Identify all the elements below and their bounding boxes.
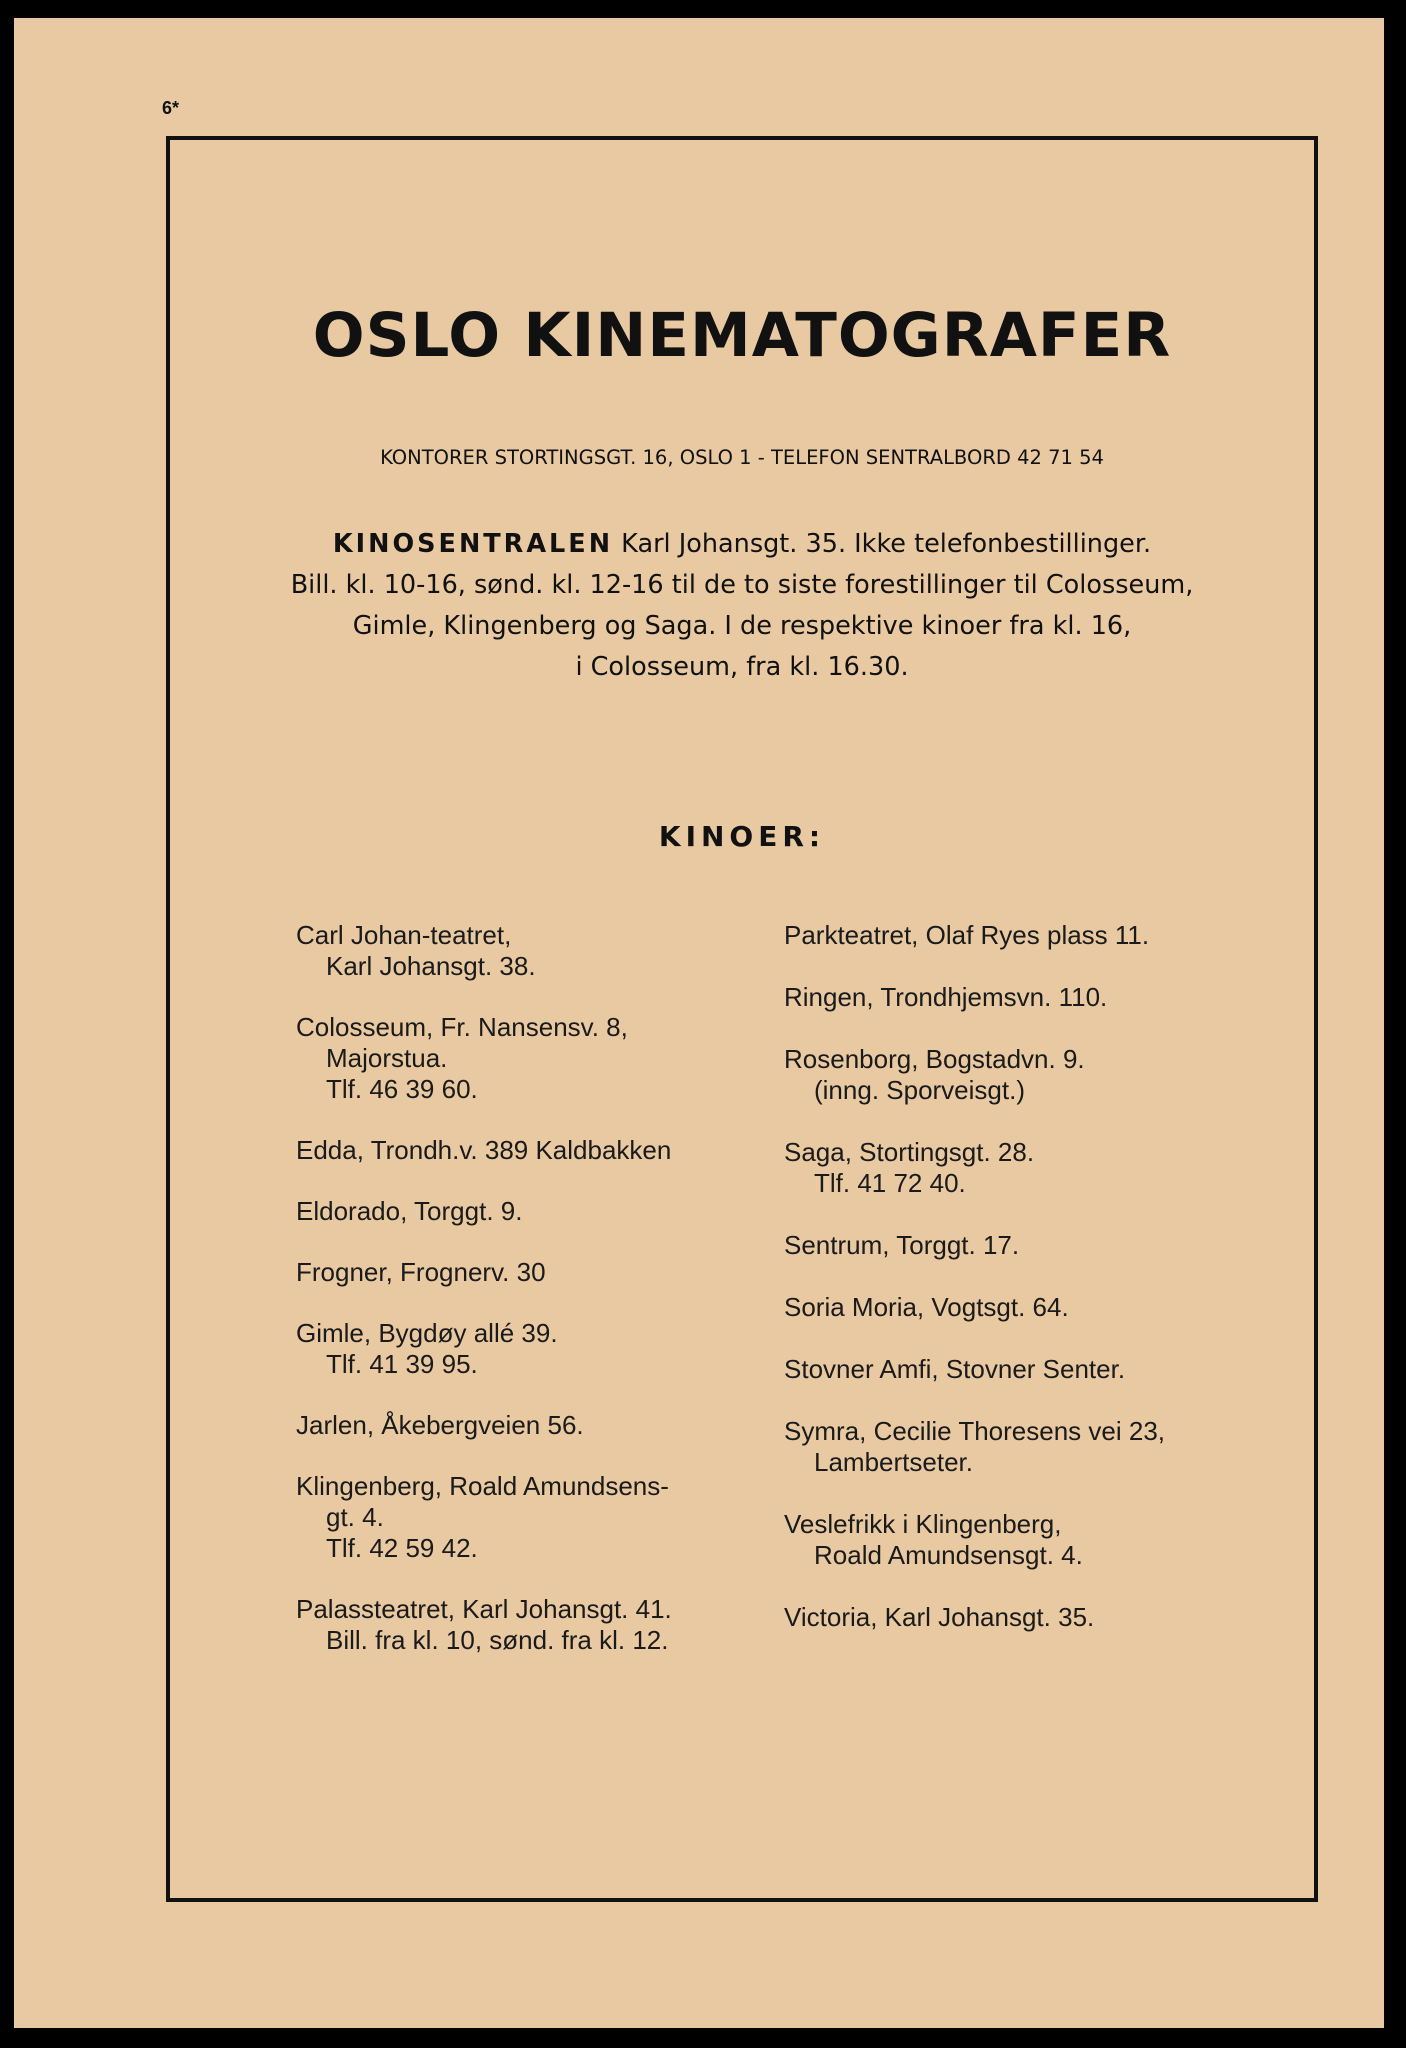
kinosentralen-line-4: i Colosseum, fra kl. 16.30.: [575, 652, 909, 682]
cinema-detail: Tlf. 46 39 60.: [326, 1074, 478, 1104]
cinema-name-address: Eldorado, Torggt. 9.: [296, 1196, 523, 1226]
cinema-entry: [296, 1594, 766, 1656]
cinema-name-address: Colosseum, Fr. Nansensv. 8,: [296, 1012, 628, 1042]
cinema-entry: [296, 1410, 766, 1441]
cinema-entry: [296, 1196, 766, 1227]
cinema-detail: Lambertseter.: [814, 1447, 973, 1477]
cinema-entry: [784, 982, 1254, 1013]
kinosentralen-address: Karl Johansgt. 35. Ikke telefonbestillinger.: [621, 529, 1152, 559]
document-page: [14, 18, 1384, 2028]
cinema-name-address: Stovner Amfi, Stovner Senter.: [784, 1354, 1126, 1384]
cinema-entry: [296, 1257, 766, 1288]
cinema-name-address: Palassteatret, Karl Johansgt. 41.: [296, 1594, 672, 1624]
cinema-list-right: [784, 920, 1254, 1664]
cinema-name-address: Soria Moria, Vogtsgt. 64.: [784, 1292, 1069, 1322]
cinema-entry: [296, 1471, 766, 1564]
cinema-name-address: Symra, Cecilie Thoresens vei 23,: [784, 1416, 1166, 1446]
kinosentralen-name: KINOSENTRALEN: [332, 529, 614, 559]
page-number: 6*: [162, 98, 180, 118]
cinema-entry: [296, 920, 766, 982]
cinema-name-address: Edda, Trondh.v. 389 Kaldbakken: [296, 1135, 672, 1165]
cinema-list-left: [296, 920, 766, 1686]
kinosentralen-line-3: Gimle, Klingenberg og Saga. I de respektive kinoer fra kl. 16,: [352, 611, 1132, 641]
cinema-detail: gt. 4.: [326, 1502, 384, 1532]
cinema-detail: Tlf. 41 72 40.: [814, 1168, 966, 1198]
cinema-detail: Tlf. 41 39 95.: [326, 1349, 478, 1379]
cinema-entry: [296, 1135, 766, 1166]
cinema-name-address: Jarlen, Åkebergveien 56.: [296, 1410, 584, 1440]
cinema-entry: [296, 1012, 766, 1105]
cinema-name-address: Saga, Stortingsgt. 28.: [784, 1137, 1035, 1167]
cinema-detail: Roald Amundsensgt. 4.: [814, 1540, 1083, 1570]
cinema-name-address: Carl Johan-teatret,: [296, 920, 512, 950]
cinema-detail: (inng. Sporveisgt.): [814, 1075, 1025, 1105]
cinema-name-address: Parkteatret, Olaf Ryes plass 11.: [784, 920, 1150, 950]
cinema-detail: Majorstua.: [326, 1043, 448, 1073]
kinosentralen-line-1: [220, 524, 1264, 565]
cinema-name-address: Victoria, Karl Johansgt. 35.: [784, 1602, 1095, 1632]
cinema-entry: [784, 1354, 1254, 1385]
cinema-entry: [784, 1292, 1254, 1323]
kinosentralen-block: [220, 524, 1264, 688]
cinema-name-address: Rosenborg, Bogstadvn. 9.: [784, 1044, 1085, 1074]
cinema-detail: Bill. fra kl. 10, sønd. fra kl. 12.: [326, 1625, 669, 1655]
cinema-entry: [784, 1137, 1254, 1199]
content-frame: [166, 136, 1318, 1902]
cinema-entry: [784, 1602, 1254, 1633]
cinema-name-address: Ringen, Trondhjemsvn. 110.: [784, 982, 1108, 1012]
cinema-entry: [784, 1044, 1254, 1106]
cinema-entry: [784, 1416, 1254, 1478]
cinema-name-address: Klingenberg, Roald Amundsens-: [296, 1471, 669, 1501]
cinema-detail: Tlf. 42 59 42.: [326, 1533, 478, 1563]
cinema-name-address: Frogner, Frognerv. 30: [296, 1257, 546, 1287]
cinema-entry: [296, 1318, 766, 1380]
cinema-entry: [784, 1230, 1254, 1261]
cinema-name-address: Veslefrikk i Klingenberg,: [784, 1509, 1062, 1539]
cinema-entry: [784, 1509, 1254, 1571]
kinosentralen-line-2: Bill. kl. 10-16, sønd. kl. 12-16 til de to siste forestillinger til Colosseum,: [290, 570, 1194, 600]
cinema-name-address: Sentrum, Torggt. 17.: [784, 1230, 1020, 1260]
page-title: OSLO KINEMATOGRAFER: [312, 300, 1172, 371]
kinoer-heading: KINOER:: [658, 820, 826, 853]
cinema-name-address: Gimle, Bygdøy allé 39.: [296, 1318, 558, 1348]
cinema-entry: [784, 920, 1254, 951]
office-line: KONTORER STORTINGSGT. 16, OSLO 1 - TELEFON SENTRALBORD 42 71 54: [380, 446, 1104, 469]
cinema-detail: Karl Johansgt. 38.: [326, 951, 536, 981]
